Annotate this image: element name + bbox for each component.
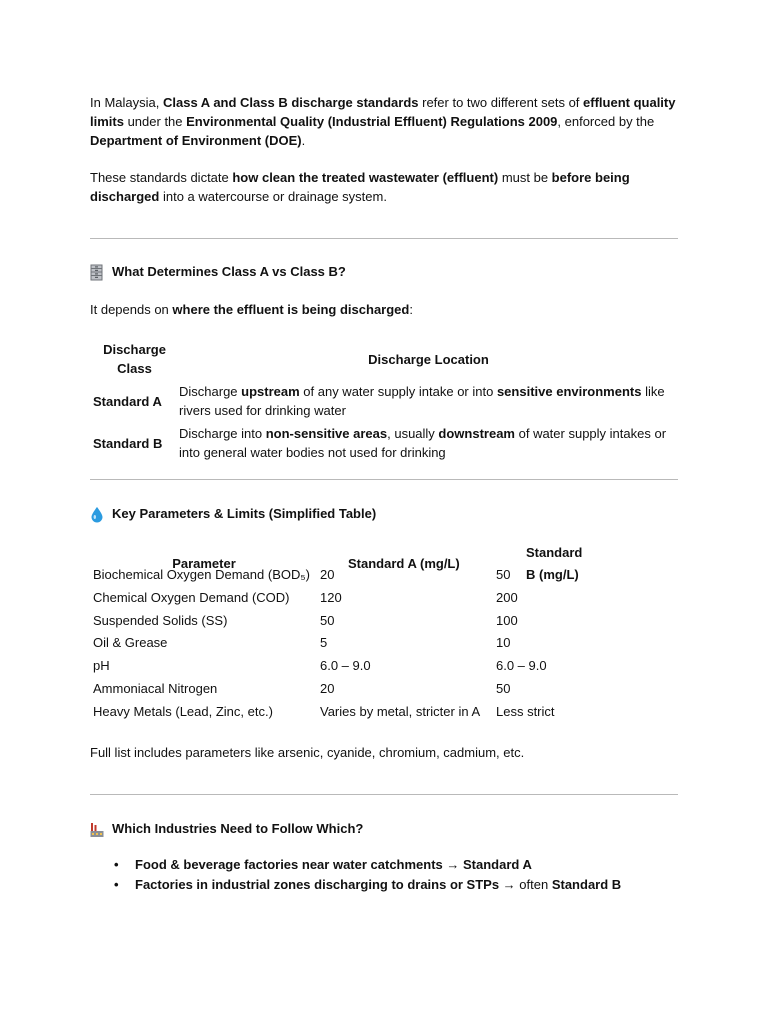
horizontal-rule bbox=[90, 238, 678, 239]
table-header-row bbox=[90, 338, 678, 380]
parameter-cell: Chemical Oxygen Demand (COD) bbox=[93, 589, 290, 605]
heading-text: Key Parameters & Limits (Simplified Table) bbox=[112, 506, 377, 521]
bold-text: effluent quality limits bbox=[90, 95, 676, 129]
bold-text: Standard B bbox=[551, 877, 622, 892]
column-header: Standard A (mg/L) bbox=[348, 556, 460, 571]
text: Discharge bbox=[179, 384, 242, 399]
bold-text: Environmental Quality (Industrial Effluent) Regulations 2009 bbox=[186, 114, 558, 129]
parameter-cell: Ammoniacal Nitrogen bbox=[93, 680, 218, 696]
text: . bbox=[301, 133, 306, 148]
parameters-note: Full list includes parameters like arsenic, cyanide, chromium, cadmium, etc. bbox=[90, 745, 525, 760]
bold-text: upstream bbox=[241, 384, 300, 399]
text: refer to two different sets of bbox=[418, 95, 584, 110]
section-heading-industries bbox=[90, 820, 363, 838]
limit-cell: 50 bbox=[496, 680, 511, 696]
file-cabinet-icon bbox=[90, 264, 104, 280]
limit-cell: 50 bbox=[496, 567, 511, 582]
bold-text: where the effluent is being discharged bbox=[172, 302, 410, 317]
bullet: • bbox=[114, 877, 119, 892]
limit-cell: 120 bbox=[320, 589, 342, 605]
bold-text: Department of Environment (DOE) bbox=[90, 133, 302, 148]
table-row bbox=[90, 380, 678, 422]
limit-cell: 50 bbox=[320, 612, 335, 628]
limit-cell: 5 bbox=[320, 635, 328, 651]
parameter-cell: Biochemical Oxygen Demand (BOD₅) bbox=[93, 567, 310, 582]
class-cell: Standard B bbox=[93, 435, 163, 451]
table-row bbox=[90, 610, 610, 633]
column-header: Standard B (mg/L) bbox=[526, 545, 583, 582]
bullet: • bbox=[114, 857, 119, 872]
table-row bbox=[90, 422, 678, 464]
parameter-cell: Suspended Solids (SS) bbox=[93, 612, 228, 628]
limit-cell: 6.0 – 9.0 bbox=[496, 658, 547, 674]
column-header: Parameter bbox=[172, 556, 236, 571]
limit-cell: 20 bbox=[320, 567, 335, 582]
text: In Malaysia, bbox=[90, 95, 163, 110]
text: These standards dictate bbox=[90, 170, 233, 185]
bold-text: before being discharged bbox=[90, 170, 630, 204]
bold-text: downstream bbox=[438, 426, 515, 441]
limit-cell: 200 bbox=[496, 589, 518, 605]
bold-text: how clean the treated wastewater (effluent) bbox=[232, 170, 499, 185]
text: under the bbox=[123, 114, 187, 129]
table-row bbox=[90, 564, 610, 587]
limit-cell: 100 bbox=[496, 612, 518, 628]
list-item bbox=[90, 875, 621, 895]
location-cell bbox=[179, 422, 678, 464]
limit-cell: 10 bbox=[496, 635, 511, 651]
parameters-table-body bbox=[90, 564, 610, 724]
text: It depends on bbox=[90, 302, 173, 317]
text: : bbox=[409, 302, 413, 317]
section-heading-parameters bbox=[90, 505, 376, 523]
limit-cell: 20 bbox=[320, 680, 335, 696]
class-cell: Standard A bbox=[93, 393, 162, 409]
industries-list bbox=[90, 855, 621, 895]
horizontal-rule bbox=[90, 479, 678, 480]
location-cell bbox=[179, 380, 678, 422]
table-row bbox=[90, 678, 610, 701]
limit-cell: Varies by metal, stricter in A bbox=[320, 703, 481, 719]
text: like rivers used for drinking water bbox=[179, 384, 665, 418]
text: must be bbox=[498, 170, 552, 185]
bold-text: Class A and Class B discharge standards bbox=[162, 95, 419, 110]
table-row bbox=[90, 701, 610, 724]
bold-text: sensitive environments bbox=[496, 384, 642, 399]
section-heading-class-determination bbox=[90, 263, 346, 281]
intro-paragraph-1 bbox=[90, 93, 680, 150]
table-row bbox=[90, 587, 610, 610]
column-header: Discharge Class bbox=[103, 342, 166, 376]
intro-paragraph-2 bbox=[90, 168, 680, 206]
text: , enforced by the bbox=[557, 114, 655, 129]
section1-lead bbox=[90, 300, 413, 319]
parameter-cell: pH bbox=[93, 658, 110, 674]
text: , usually bbox=[387, 426, 439, 441]
text: Factories in industrial zones discharging to drains or STPs → bbox=[135, 877, 516, 892]
water-droplet-icon bbox=[90, 506, 104, 522]
horizontal-rule bbox=[90, 794, 678, 795]
text: Food & beverage factories near water catchments → Standard A bbox=[135, 857, 532, 872]
parameter-cell: Oil & Grease bbox=[93, 635, 168, 651]
text: into a watercourse or drainage system. bbox=[159, 189, 387, 204]
limit-cell: 6.0 – 9.0 bbox=[320, 658, 371, 674]
text: of any water supply intake or into bbox=[299, 384, 497, 399]
factory-icon bbox=[90, 821, 104, 837]
heading-text: What Determines Class A vs Class B? bbox=[112, 264, 346, 279]
parameter-cell: Heavy Metals (Lead, Zinc, etc.) bbox=[93, 703, 273, 719]
table-row bbox=[90, 655, 610, 678]
text: Discharge into bbox=[179, 426, 266, 441]
limit-cell: Less strict bbox=[496, 703, 555, 719]
text: of water supply intakes or into general water bodies not used for drinking bbox=[179, 426, 667, 460]
column-header: Discharge Location bbox=[368, 351, 489, 367]
bold-text: non-sensitive areas bbox=[265, 426, 388, 441]
list-item bbox=[90, 855, 621, 875]
text: often bbox=[515, 877, 552, 892]
heading-text: Which Industries Need to Follow Which? bbox=[112, 821, 364, 836]
table-row bbox=[90, 632, 610, 655]
discharge-class-table bbox=[90, 338, 678, 464]
